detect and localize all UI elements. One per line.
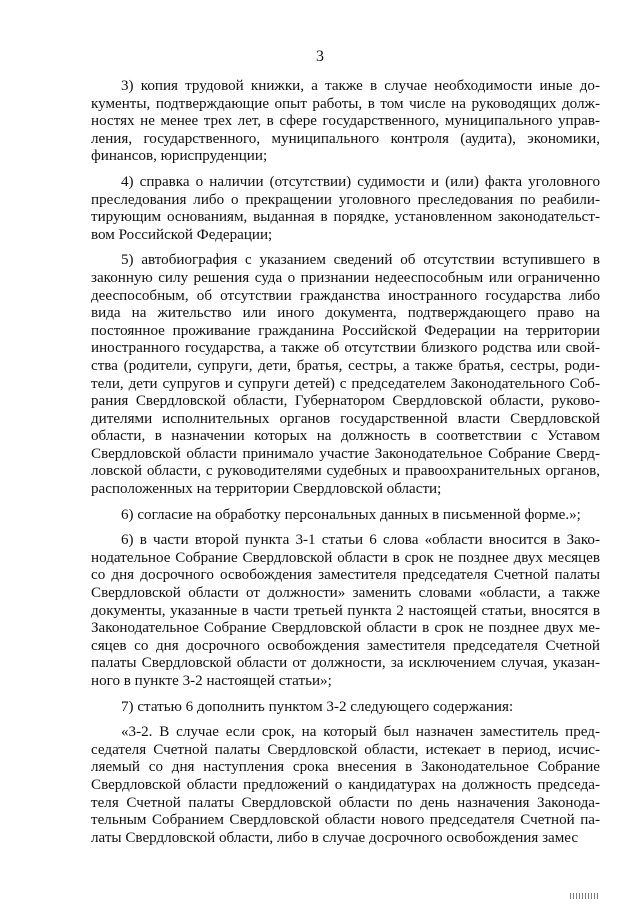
scan-mark <box>570 893 600 899</box>
paragraph-3-2-new-clause: «3-2. В случае если срок, на который был назначен заместитель председателя Счетной палаты Свердловской области, истекает в период, исчисляемый со дня наступления срока внесения в Законодательное Собрание Свердловской области предложений о кандидатурах на должность председателя Счетной палаты Свердловской области по день назначения Законодательным Собранием Свердловской области нового председателя Счетной палаты Свердловской области, либо в случае досрочного освобождения замес <box>91 724 600 846</box>
paragraph-5-autobiography: 5) автобиография с указанием сведений об отсутствии вступившего в законную силу решения суда о признании недееспособным или ограниченно дееспособным, об отсутствии гражданства иностранного государства либо вида на жительство или иного документа, подтверждающего право на постоянное проживание гражданина Российской Федерации на территории иностранного государства, а также об отсутствии близкого родства или свойства (родители, супруги, дети, братья, сестры, а также братья, сестры, родители, дети супругов и супруги детей) с председателем Законодательного Собрания Свердловской области, Губернатором Свердловской области, руководителями исполнительных органов государственной власти Свердловской области, в назначении которых на должность в соответствии с Уставом Свердловской области принимало участие Законодательное Собрание Свердловской области, с руководителями судебных и правоохранительных органов, расположенных на территории Свердловской области; <box>91 252 600 498</box>
paragraph-6-article-amendment: 6) в части второй пункта 3-1 статьи 6 слова «области вносится в Законодательное Собрание Свердловской области в срок не позднее двух месяцев со дня досрочного освобождения заместителя председателя Счетной палаты Свердловской области от должности» заменить словами «области, а также документы, указанные в части третьей пункта 2 настоящей статьи, вносятся в Законодательное Собрание Свердловской области в срок не позднее двух месяцев со дня досрочного освобождения заместителя председателя Счетной палаты Свердловской области от должности, за исключением случая, указанного в пункте 3-2 настоящей статьи»; <box>91 532 600 689</box>
paragraph-3-labor-book: 3) копия трудовой книжки, а также в случае необходимости иные документы, подтверждающие опыт работы, в том числе на руководящих должностях не менее трех лет, в сфере государственного, муниципального управления, государственного, муниципального контроля (аудита), экономики, финансов, юриспруденции; <box>91 78 600 165</box>
page-number: 3 <box>316 48 324 65</box>
paragraph-6-data-consent: 6) согласие на обработку персональных данных в письменной форме.»; <box>121 506 581 523</box>
paragraph-4-criminal-record: 4) справка о наличии (отсутствии) судимости и (или) факта уголовного преследования либо о прекращении уголовного преследования по реабилитирующим основаниям, выданная в порядке, установленном законодательством Российской Федерации; <box>91 173 600 243</box>
document-body <box>91 78 600 855</box>
paragraph-7-article-addition: 7) статью 6 дополнить пунктом 3-2 следующего содержания: <box>121 698 514 715</box>
